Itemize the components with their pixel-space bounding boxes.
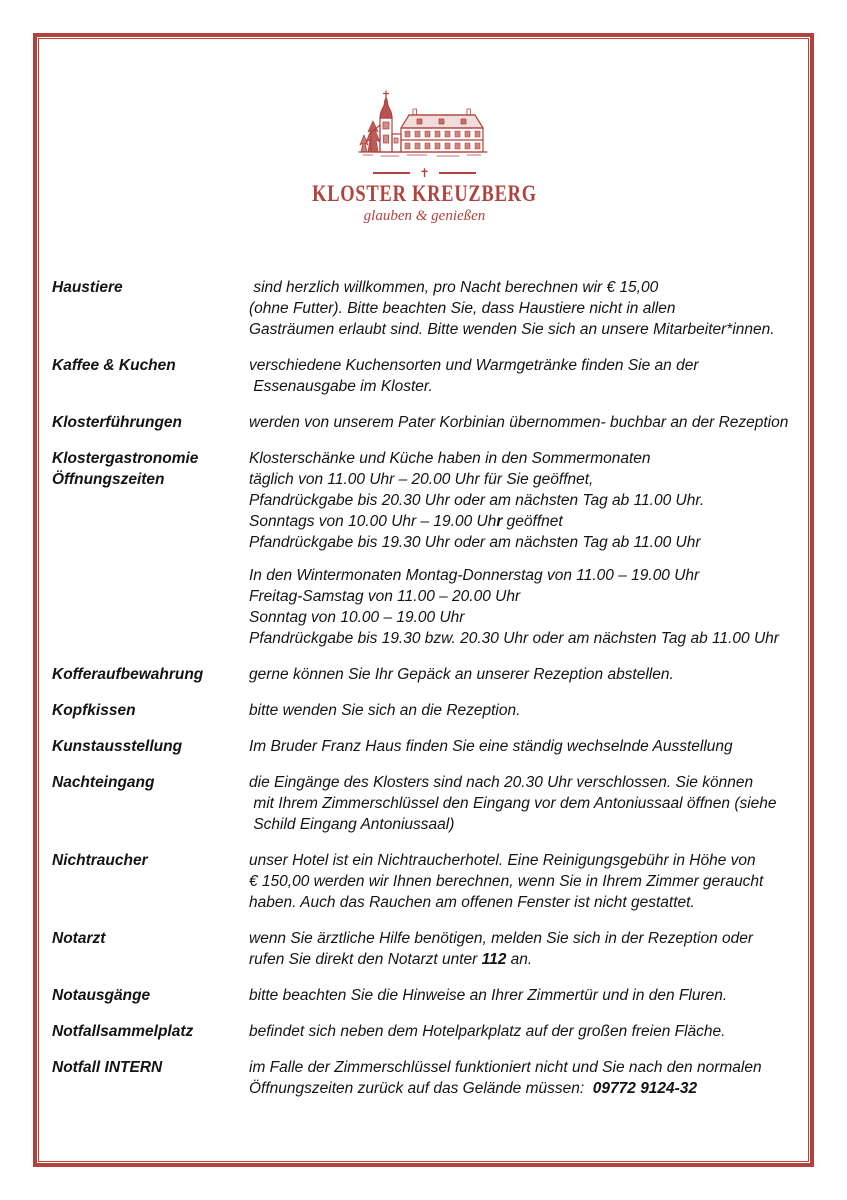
entry-description: unser Hotel ist ein Nichtraucherhotel. Eine Reinigungsgebühr in Höhe von € 150,00 werden wir Ihnen berechnen, wenn Sie in Ihrem Zimmer geraucht haben. Auch das Rauchen am offenen Fenster ist nicht gestattet. — [249, 852, 764, 911]
entry-row — [52, 448, 797, 649]
entry-description: verschiedene Kuchensorten und Warmgetränke finden Sie an der Essenausgabe im Kloster. — [249, 357, 699, 395]
entry-row — [52, 1021, 797, 1042]
entry-term: Kofferaufbewahrung — [52, 666, 204, 683]
entry-term: Notarzt — [52, 930, 106, 947]
entry-description: Im Bruder Franz Haus finden Sie eine ständig wechselnde Ausstellung — [249, 738, 733, 755]
entry-description: die Eingänge des Klosters sind nach 20.30 Uhr verschlossen. Sie können mit Ihrem Zimmerschlüssel den Eingang vor dem Antoniussaal öffnen (siehe Schild Eingang Antoniussaal) — [249, 774, 777, 833]
logo — [52, 88, 797, 225]
entry-row — [52, 700, 797, 721]
entry-term: Kunstausstellung — [52, 738, 183, 755]
entry-description: wenn Sie ärztliche Hilfe benötigen, melden Sie sich in der Rezeption oder rufen Sie direkt den Notarzt unter 112 an. — [249, 930, 754, 968]
entry-description: im Falle der Zimmerschlüssel funktioniert nicht und Sie nach den normalen Öffnungszeiten zurück auf das Gelände müssen: 09772 9124-32 — [249, 1059, 762, 1097]
entry-row — [52, 850, 797, 913]
entry-term: Klostergastronomie Öffnungszeiten — [52, 450, 199, 488]
entry-description: bitte wenden Sie sich an die Rezeption. — [249, 702, 521, 719]
entry-term: Notausgänge — [52, 987, 151, 1004]
entry-description: Klosterschänke und Küche haben in den Sommermonaten täglich von 11.00 Uhr – 20.00 Uhr für Sie geöffnet, Pfandrückgabe bis 20.30 Uhr oder am nächsten Tag ab 11.00 Uhr. Sonntags von 10.00 Uhr – 19.00 Uhr geöffnet Pfandrückgabe bis 19.30 Uhr oder am nächsten Tag ab 11.00 Uhr In den Wintermonaten Montag-Donnerstag von 11.00 – 19.00 Uhr Freitag-Samstag von 11.00 – 20.00 Uhr Sonntag von 10.00 – 19.00 Uhr Pfandrückgabe bis 19.30 bzw. 20.30 Uhr oder am nächsten Tag ab 11.00 Uhr — [249, 450, 779, 647]
entry-term: Kopfkissen — [52, 702, 136, 719]
entry-row — [52, 412, 797, 433]
entry-term: Nachteingang — [52, 774, 155, 791]
entry-description: sind herzlich willkommen, pro Nacht berechnen wir € 15,00 (ohne Futter). Bitte beachten Sie, dass Haustiere nicht in allen Gasträumen erlaubt sind. Bitte wenden Sie sich an unsere Mitarbeiter*innen. — [249, 279, 775, 338]
logo-tagline: glauben & genießen — [363, 208, 486, 224]
entry-term: Kaffee & Kuchen — [52, 357, 176, 374]
entry-row — [52, 1057, 797, 1099]
logo-divider — [52, 168, 797, 178]
entry-description: werden von unserem Pater Korbinian übernommen- buchbar an der Rezeption — [249, 414, 789, 431]
entry-description: befindet sich neben dem Hotelparkplatz auf der großen freien Fläche. — [249, 1023, 726, 1040]
entry-term: Haustiere — [52, 279, 123, 296]
document-content — [52, 88, 797, 1114]
monastery-logo-icon — [347, 88, 503, 166]
divider-dash-left — [373, 172, 410, 174]
entries-list — [52, 277, 797, 1099]
divider-dash-right — [439, 172, 476, 174]
entry-term: Nichtraucher — [52, 852, 148, 869]
cross-icon: ✝ — [419, 166, 430, 180]
entry-description: gerne können Sie Ihr Gepäck an unserer Rezeption abstellen. — [249, 666, 674, 683]
entry-row — [52, 664, 797, 685]
entry-description: bitte beachten Sie die Hinweise an Ihrer Zimmertür und in den Fluren. — [249, 987, 728, 1004]
entry-row — [52, 928, 797, 970]
entry-row — [52, 277, 797, 340]
entry-term: Notfall INTERN — [52, 1059, 163, 1076]
entry-row — [52, 355, 797, 397]
entry-term: Klosterführungen — [52, 414, 183, 431]
entry-row — [52, 736, 797, 757]
entry-term: Notfallsammelplatz — [52, 1023, 194, 1040]
logo-title: KLOSTER KREUZBERG — [312, 181, 537, 206]
entry-row — [52, 985, 797, 1006]
entry-row — [52, 772, 797, 835]
